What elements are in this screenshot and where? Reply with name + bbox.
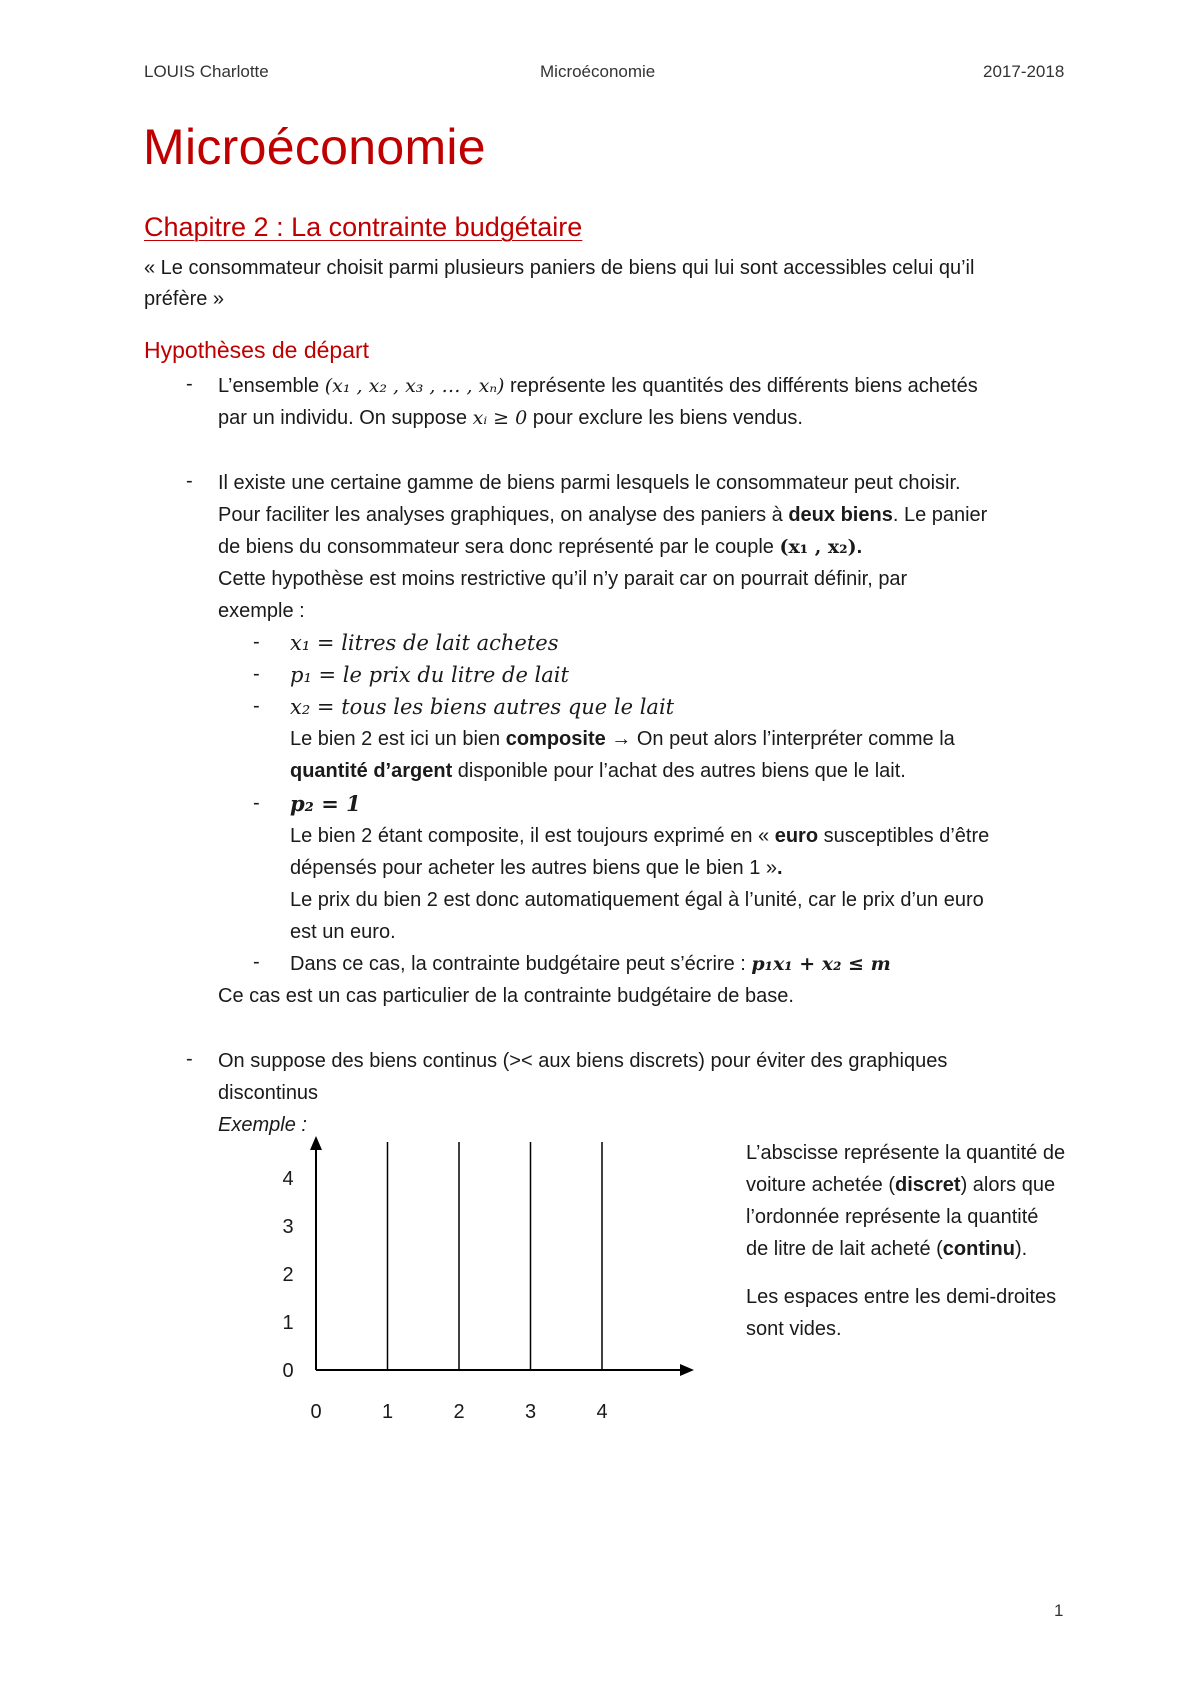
chapter-heading: Chapitre 2 : La contrainte budgétaire (144, 212, 583, 242)
y-tick-label: 3 (282, 1216, 294, 1238)
h1-math-set: (x₁ , x₂ , x₃ , … , xₙ) (324, 375, 505, 397)
x2-text-b: On peut alors l’interpréter comme la (636, 728, 955, 750)
h2-l3-b: . (856, 536, 863, 558)
h2-l3-math: (x₁ , x₂) (779, 536, 857, 558)
header-year: 2017-2018 (983, 62, 1065, 81)
p2-text-b: susceptibles d’être (818, 825, 990, 847)
intro-line-1: « Le consommateur choisit parmi plusieurs paniers de biens qui lui sont accessibles celui qu’il (144, 257, 975, 279)
hypothesis-3-line-1: On suppose des biens continus (>< aux biens discrets) pour éviter des graphiques (218, 1050, 948, 1072)
x-tick-label: 2 (453, 1401, 465, 1423)
h2-l3-a: de biens du consommateur sera donc représenté par le couple (218, 536, 780, 558)
x2-text2-b: disponible pour l’achat des autres biens que le lait. (452, 760, 906, 782)
side-note-line-3: l’ordonnée représente la quantité (746, 1206, 1039, 1228)
page-title: Microéconomie (143, 119, 486, 175)
x-tick-label: 1 (381, 1401, 394, 1423)
y-tick-label: 1 (282, 1312, 294, 1334)
side-note-line-1: L’abscisse représente la quantité de (746, 1142, 1066, 1164)
x-tick-label: 4 (596, 1401, 608, 1423)
page-number: 1 (1054, 1601, 1064, 1620)
h1-line2-a: par un individu. On suppose (218, 407, 473, 429)
side-note-l4-bold: continu (942, 1238, 1015, 1260)
sub-bullet-dash: - (253, 663, 260, 685)
h2-l2-b: . Le panier (892, 504, 988, 526)
example-label: Exemple : (218, 1114, 307, 1136)
bullet-dash: - (186, 1048, 193, 1070)
side-note-l2-b: ) alors que (960, 1174, 1056, 1196)
x-tick-label: 3 (524, 1401, 537, 1423)
section-heading: Hypothèses de départ (144, 337, 370, 363)
side-note-l2-a: voiture achetée ( (746, 1174, 895, 1196)
intro-line-2: préfère » (144, 288, 225, 310)
x-tick-label: 0 (310, 1401, 322, 1423)
side-note-l4-a: de litre de lait acheté ( (746, 1238, 943, 1260)
hypothesis-2-line-5: exemple : (218, 600, 305, 622)
h2-l2-bold: deux biens (788, 504, 893, 526)
p2-text-a: Le bien 2 étant composite, il est toujours exprimé en « (290, 825, 775, 847)
y-tick-label: 2 (282, 1264, 294, 1286)
x2-text-a: Le bien 2 est ici un bien (290, 728, 506, 750)
constraint-text: Dans ce cas, la contrainte budgétaire peut s’écrire : (290, 953, 752, 975)
y-tick-label: 0 (282, 1360, 294, 1382)
header-author: LOUIS Charlotte (144, 62, 269, 81)
side-note-line-6: sont vides. (746, 1318, 842, 1340)
sub-bullet-dash: - (253, 951, 260, 973)
sub-item-x1: x₁ = litres de lait achetes (290, 631, 559, 655)
hypothesis-3-line-2: discontinus (218, 1082, 319, 1104)
y-tick-label: 4 (282, 1168, 294, 1190)
constraint-math: p₁x₁ + x₂ ≤ m (751, 953, 891, 975)
right-arrow-icon: → (605, 728, 637, 750)
sub-bullet-dash: - (253, 792, 260, 814)
side-note-l4-b: ). (1015, 1238, 1028, 1260)
p2-text2-bold: . (777, 857, 783, 879)
sub-item-p2-text-3: Le prix du bien 2 est donc automatiquement égal à l’unité, car le prix d’un euro (290, 889, 984, 911)
sub-bullet-dash: - (253, 631, 260, 653)
sub-bullet-dash: - (253, 695, 260, 717)
hypothesis-2-line-4: Cette hypothèse est moins restrictive qu’il n’y parait car on pourrait définir, par (218, 568, 908, 590)
side-note-line-5: Les espaces entre les demi-droites (746, 1286, 1057, 1308)
p2-text-bold: euro (774, 825, 819, 847)
h1-math-cond: xᵢ ≥ 0 (472, 407, 528, 429)
header-subject: Microéconomie (540, 62, 656, 81)
h1-line2-b: pour exclure les biens vendus. (527, 407, 803, 429)
h1-text-a: L’ensemble (218, 375, 325, 397)
hypothesis-2-after: Ce cas est un cas particulier de la contrainte budgétaire de base. (218, 985, 794, 1007)
hypothesis-2-line-1: Il existe une certaine gamme de biens parmi lesquels le consommateur peut choisir. (218, 472, 961, 494)
x2-text2-bold: quantité d’argent (290, 760, 453, 782)
h2-l2-a: Pour faciliter les analyses graphiques, on analyse des paniers à (218, 504, 789, 526)
sub-item-p1: p₁ = le prix du litre de lait (290, 663, 569, 687)
bullet-dash: - (186, 373, 193, 395)
sub-item-p2: p₂ = 1 (290, 791, 361, 816)
y-axis-arrow-icon (310, 1136, 322, 1150)
p2-text2-a: dépensés pour acheter les autres biens que le bien 1 » (290, 857, 778, 879)
sub-item-x2: x₂ = tous les biens autres que le lait (290, 695, 675, 719)
x-axis-arrow-icon (680, 1364, 694, 1376)
bullet-dash: - (186, 470, 193, 492)
x2-text-bold: composite (505, 728, 606, 750)
side-note-l2-bold: discret (894, 1174, 961, 1196)
h1-text-b: représente les quantités des différents biens achetés (504, 375, 978, 397)
sub-item-p2-text-4: est un euro. (290, 921, 396, 943)
